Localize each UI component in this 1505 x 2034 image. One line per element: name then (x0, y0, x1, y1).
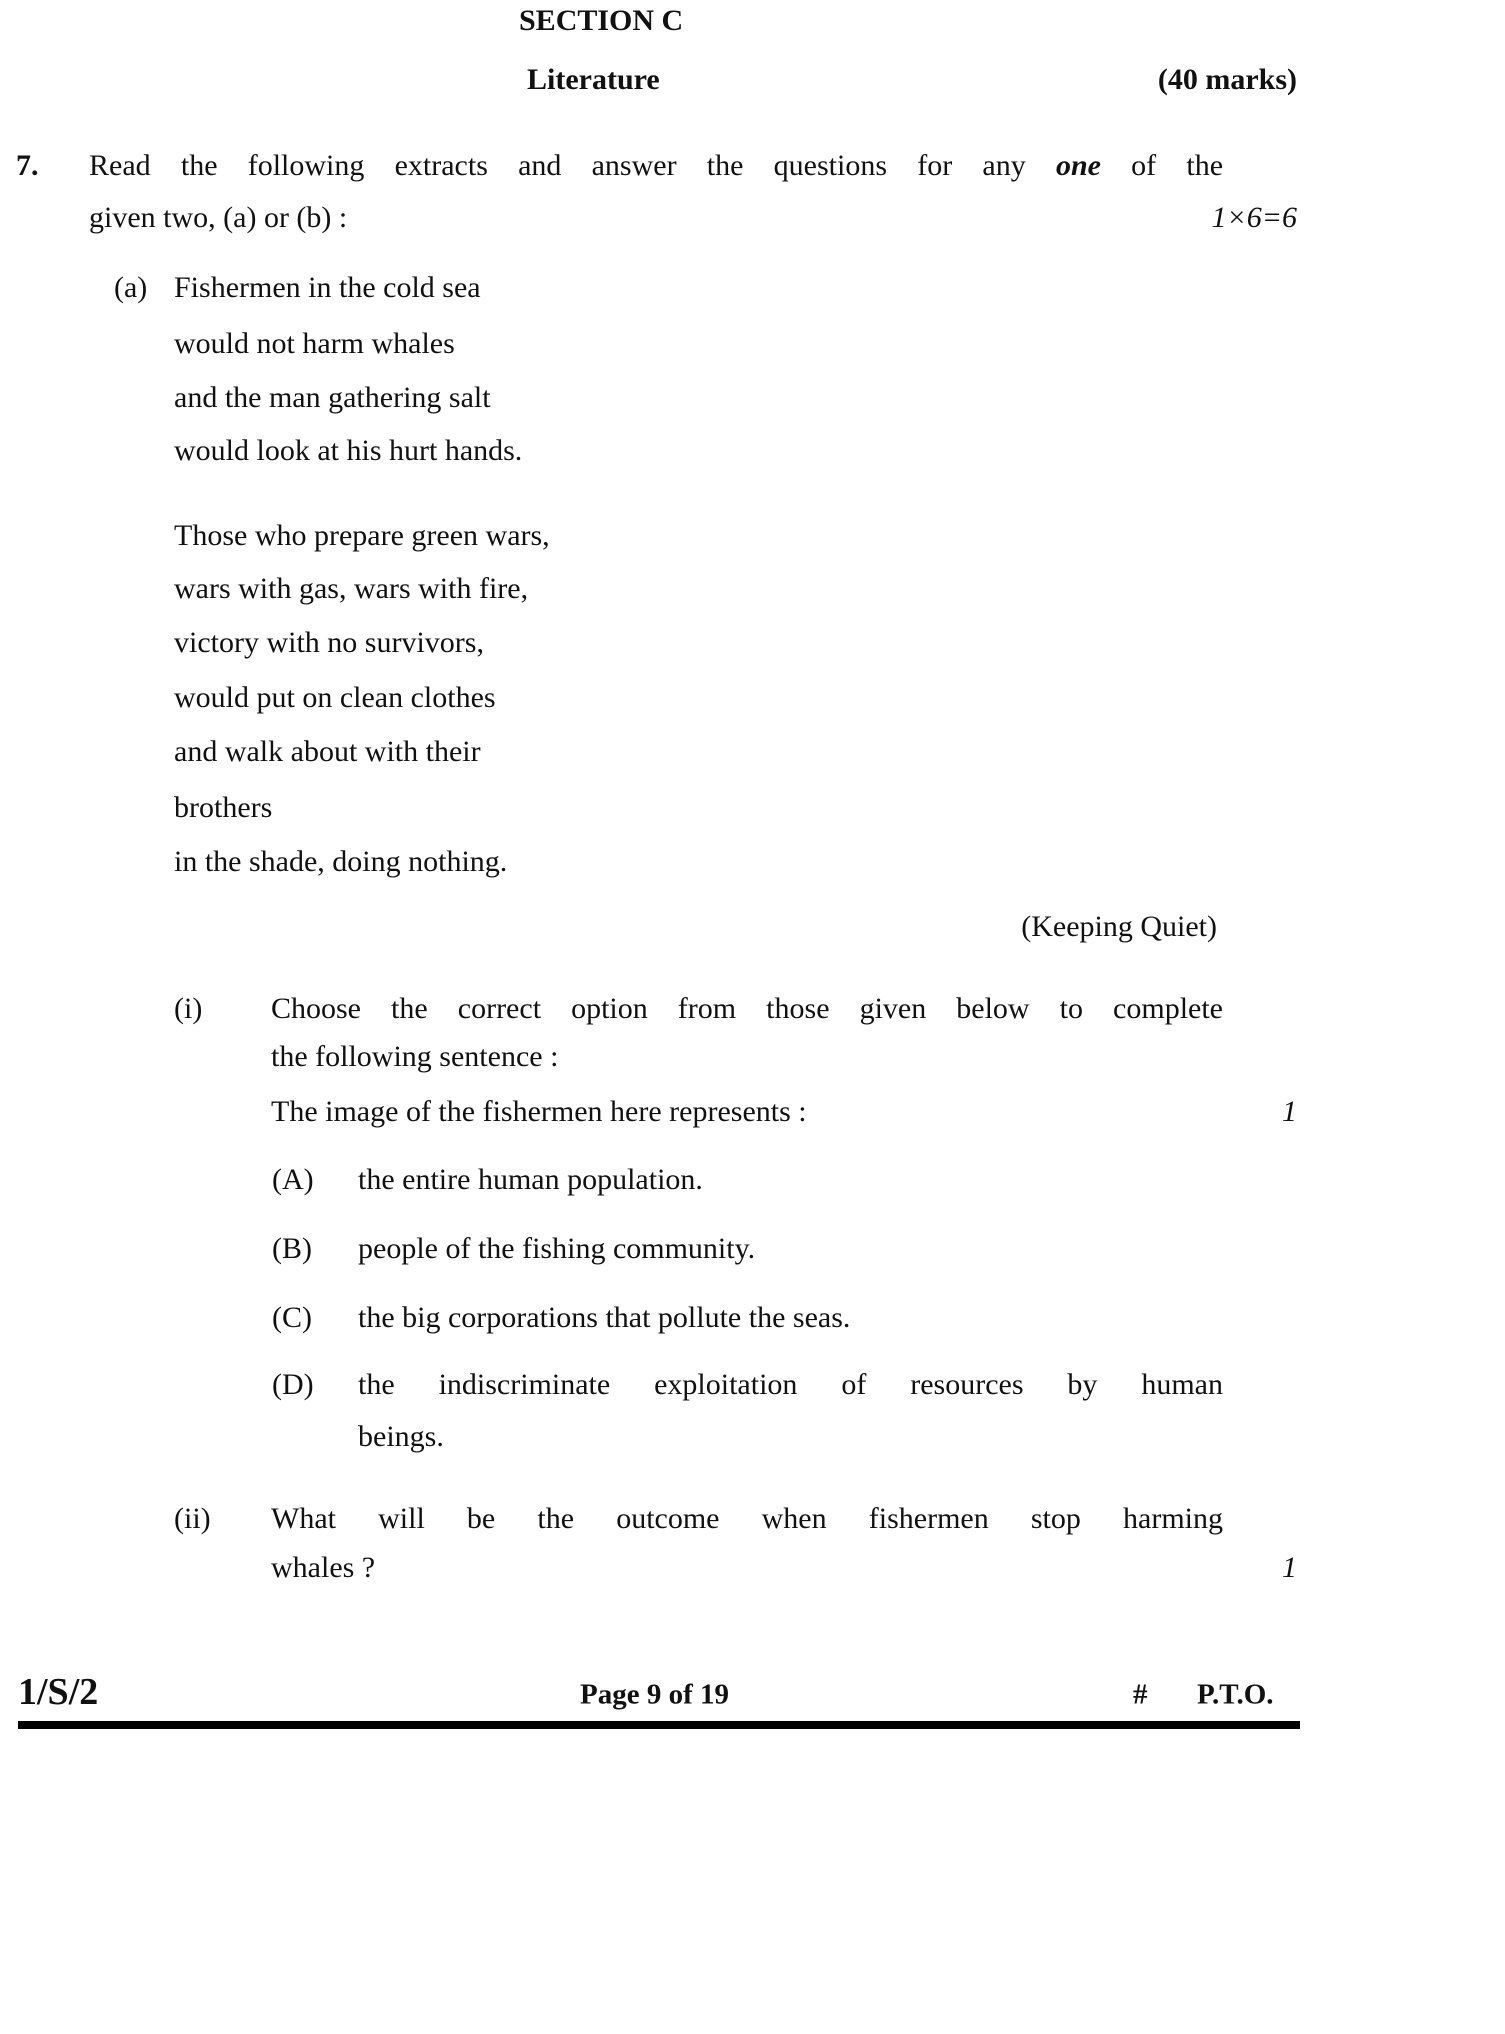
question-instruction-line1: Read the following extracts and answer the questions for any one of the (89, 149, 1224, 182)
subquestion-marks: 1 (1282, 1095, 1297, 1128)
poem-source: (Keeping Quiet) (1021, 910, 1217, 943)
option-text: people of the fishing community. (358, 1232, 756, 1265)
poem-line: would look at his hurt hands. (174, 434, 523, 467)
option-text: the entire human population. (358, 1163, 703, 1196)
poem-line: in the shade, doing nothing. (174, 845, 508, 878)
subquestion-text: The image of the fishermen here represents : (271, 1095, 807, 1128)
option-label: (D) (272, 1368, 314, 1401)
section-heading: SECTION C (519, 4, 684, 37)
poem-line: would not harm whales (174, 327, 455, 360)
page-number: Page 9 of 19 (580, 1678, 729, 1711)
poem-line: brothers (174, 791, 273, 824)
question-marks: 1×6=6 (1211, 201, 1297, 234)
option-label: (C) (272, 1301, 312, 1334)
poem-line: and the man gathering salt (174, 381, 491, 414)
subquestion-text: the following sentence : (271, 1040, 559, 1073)
option-text: the indiscriminate exploitation of resources by human (358, 1368, 1223, 1401)
part-label: (a) (114, 271, 148, 304)
poem-line: victory with no survivors, (174, 626, 484, 659)
option-text: the big corporations that pollute the seas. (358, 1301, 851, 1334)
pto-label: P.T.O. (1197, 1678, 1274, 1711)
option-label: (B) (272, 1232, 312, 1265)
hash-mark: # (1133, 1678, 1148, 1711)
footer-rule (18, 1721, 1300, 1729)
poem-line: Fishermen in the cold sea (174, 271, 481, 304)
question-instruction-line2: given two, (a) or (b) : (89, 201, 348, 234)
poem-line: wars with gas, wars with fire, (174, 572, 529, 605)
poem-line: and walk about with their (174, 735, 481, 768)
option-label: (A) (272, 1163, 314, 1196)
subquestion-text: whales ? (271, 1551, 376, 1584)
subquestion-marks: 1 (1282, 1551, 1297, 1584)
option-text: beings. (358, 1420, 444, 1453)
poem-line: Those who prepare green wars, (174, 519, 550, 552)
emphasis: one (1055, 149, 1101, 182)
subquestion-text: Choose the correct option from those given below to complete (271, 992, 1223, 1025)
section-marks: (40 marks) (1157, 63, 1297, 96)
poem-line: would put on clean clothes (174, 681, 496, 714)
subject-heading: Literature (527, 63, 660, 96)
subquestion-label: (ii) (174, 1502, 211, 1535)
subquestion-label: (i) (174, 992, 203, 1025)
paper-code: 1/S/2 (18, 1671, 99, 1713)
subquestion-text: What will be the outcome when fishermen stop harming (271, 1502, 1223, 1535)
question-number: 7. (16, 149, 39, 182)
